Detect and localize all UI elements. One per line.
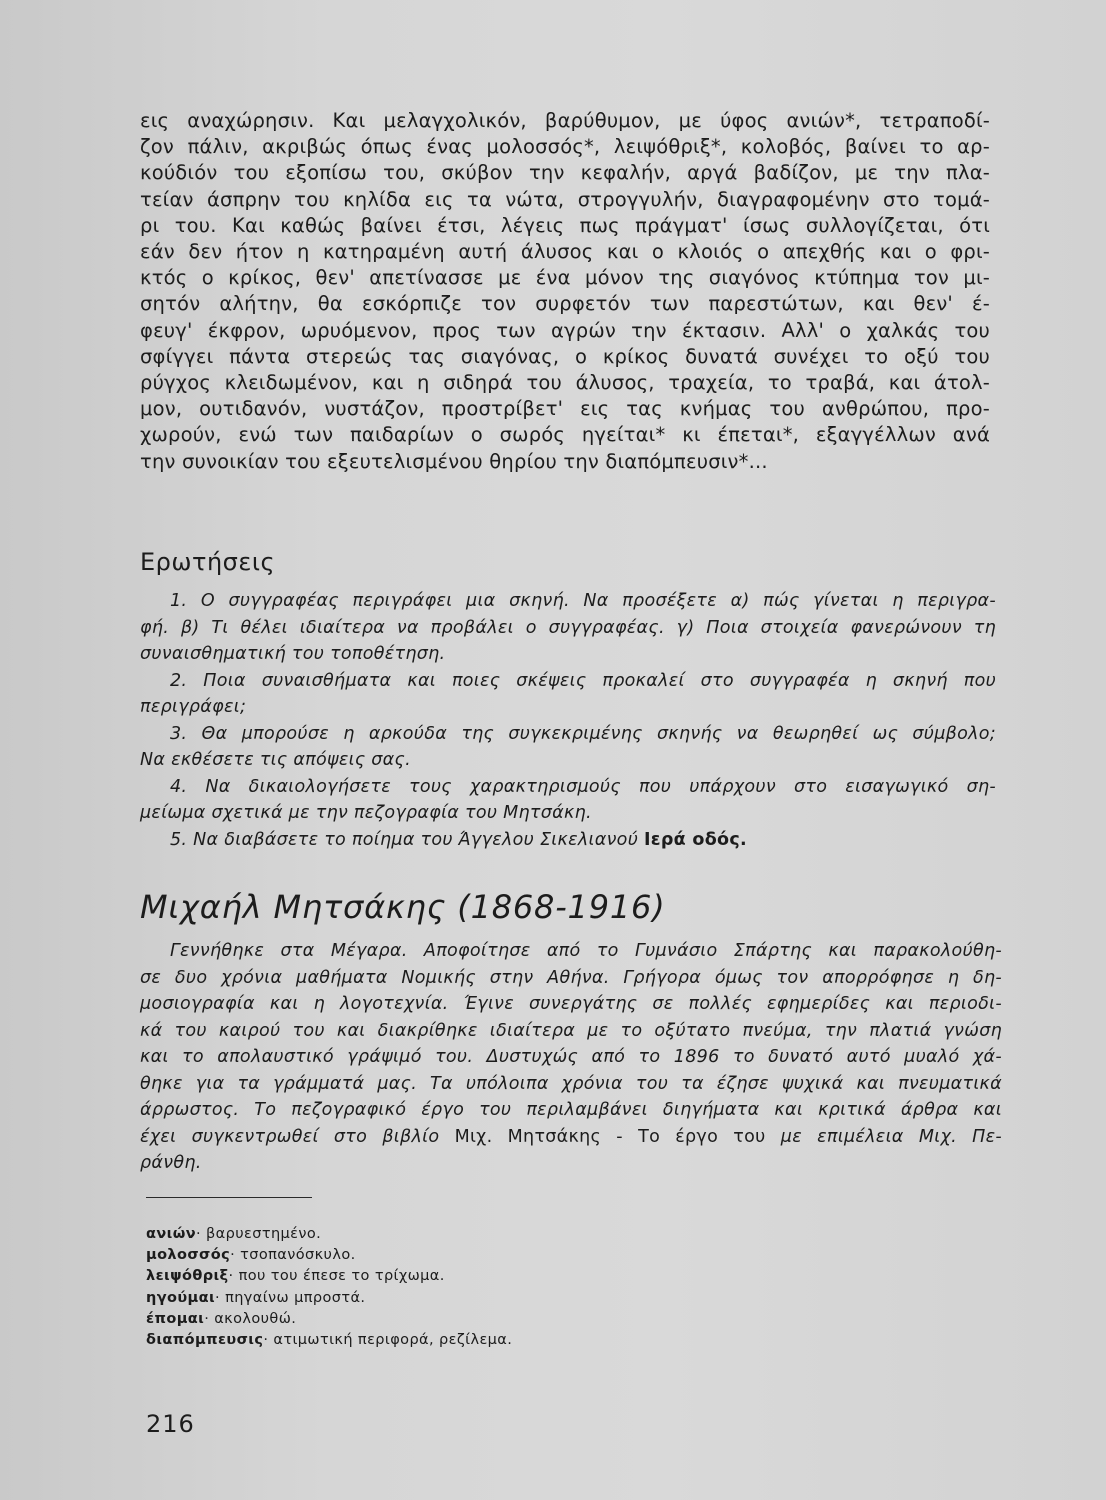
bio-line: κά του καιρού του και διακρίθηκε ιδιαίτερα με το οξύτατο πνεύμα, την πλατιά γνώση — [140, 1020, 1002, 1041]
page-number: 216 — [146, 1410, 195, 1438]
passage-line: σητόν αλήτην, θα εσκόρπιζε τον συρφετόν των παρεστώτων, και θεν' έ- — [140, 292, 990, 316]
bio-line: μοσιογραφία και η λογοτεχνία. Έγινε συνεργάτης σε πολλές εφημερίδες και περιοδι- — [140, 994, 1002, 1014]
glossary-entry: λειψόθριξ· που του έπεσε το τρίχωμα. — [146, 1268, 445, 1285]
question-line: περιγράφει; — [140, 697, 247, 717]
question-line: φή. β) Τι θέλει ιδιαίτερα να προβάλει ο συγγραφέας. γ) Ποια στοιχεία φανερώνουν τη — [140, 617, 996, 638]
passage-line: χωρούν, ενώ των παιδαρίων ο σωρός ηγείται* κι έπεται*, εξαγγέλλων ανά — [140, 423, 990, 447]
glossary-entry: ηγούμαι· πηγαίνω μπροστά. — [146, 1289, 366, 1306]
glossary-term: διαπόμπευσις — [146, 1332, 264, 1349]
bio-line: θηκε για τα γράμματά μας. Τα υπόλοιπα χρόνια του τα έζησε ψυχικά και πνευματικά — [140, 1073, 1002, 1094]
passage-line: ζον πάλιν, ακριβώς όπως ένας μολοσσός*, λειψόθριξ*, κολοβός, βαίνει το αρ- — [140, 135, 990, 159]
bio-line-part: με επιμέλεια Μιχ. Πε- — [765, 1126, 1002, 1147]
passage-line: φευγ' έκφρον, ωρυόμενον, προς των αγρών την έκτασιν. Αλλ' ο χαλκάς του — [140, 318, 990, 342]
question-line: Να εκθέσετε τις απόψεις σας. — [140, 750, 411, 770]
glossary-entry: ανιών· βαρυεστημένο. — [146, 1226, 322, 1242]
bio-line: ράνθη. — [140, 1153, 202, 1173]
glossary — [146, 1224, 512, 1351]
passage-text — [140, 108, 990, 475]
passage-line: μον, ουτιδανόν, νυστάζον, προστρίβετ' εις τας κνήμας του ανθρώπου, προ- — [140, 397, 990, 421]
author-title: Μιχαήλ Μητσάκης (1868-1916) — [140, 888, 666, 926]
bio-line: Γεννήθηκε στα Μέγαρα. Αποφοίτησε από το Γυμνάσιο Σπάρτης και παρακολούθη- — [170, 941, 1002, 961]
glossary-entry: μολοσσός· τσοπανόσκυλο. — [146, 1247, 356, 1264]
passage-line: ρύγχος κλειδωμένον, και η σιδηρά του άλυσος, τραχεία, το τραβά, και άτολ- — [140, 371, 990, 395]
question-line: συναισθηματική του τοποθέτηση. — [140, 644, 446, 664]
glossary-term: έπομαι — [146, 1310, 205, 1327]
passage-line: την συνοικίαν του εξευτελισμένου θηρίου την διαπόμπευσιν*... — [140, 449, 768, 473]
question-line: 2. Ποια συναισθήματα και ποιες σκέψεις προκαλεί στο συγγραφέα η σκηνή που — [170, 670, 996, 691]
glossary-definition: τσοπανόσκυλο. — [240, 1247, 356, 1264]
passage-line: ρι του. Και καθώς βαίνει έτσι, λέγεις πως πράγματ' ίσως συλλογίζεται, ότι — [140, 213, 990, 237]
glossary-entry: έπομαι· ακολουθώ. — [146, 1310, 297, 1327]
glossary-definition: πηγαίνω μπροστά. — [225, 1289, 366, 1306]
bio-line — [140, 1124, 1002, 1151]
glossary-term: ανιών — [146, 1226, 196, 1242]
author-bio — [140, 938, 1002, 1177]
glossary-definition: βαρυεστημένο. — [206, 1226, 322, 1242]
footnote-divider — [146, 1197, 312, 1198]
glossary-term: μολοσσός — [146, 1247, 231, 1264]
questions-list — [140, 588, 996, 853]
passage-line: κτός ο κρίκος, θεν' απετίνασσε με ένα μόνον της σιαγόνος κτύπημα τον μι- — [140, 266, 990, 290]
passage-line: εάν δεν ήτον η κατηραμένη αυτή άλυσος και ο κλοιός ο απεχθής και ο φρι- — [140, 240, 990, 264]
passage-line: τείαν άσπρην του κηλίδα εις τα νώτα, στρογγυλήν, διαγραφομένην στο τομά- — [140, 187, 990, 211]
question-line: 3. Θα μπορούσε η αρκούδα της συγκεκριμένης σκηνής να θεωρηθεί ως σύμβολο; — [170, 723, 996, 744]
bio-line: άρρωστος. Το πεζογραφικό έργο του περιλαμβάνει διηγήματα και κριτικά άρθρα και — [140, 1100, 1002, 1120]
question-line: 1. Ο συγγραφέας περιγράφει μια σκηνή. Να προσέξετε α) πώς γίνεται η περιγρα- — [170, 591, 996, 611]
bio-line-part: έχει συγκεντρωθεί στο βιβλίο — [140, 1126, 455, 1147]
glossary-definition: ακολουθώ. — [214, 1310, 297, 1327]
bio-line: σε δυο χρόνια μαθήματα Νομικής στην Αθήνα. Γρήγορα όμως τον απορρόφησε η δη- — [140, 967, 1002, 988]
question-line: μείωμα σχετικά με την πεζογραφία του Μητσάκη. — [140, 803, 592, 823]
passage-line: εις αναχώρησιν. Και μελαγχολικόν, βαρύθυμον, με ύφος ανιών*, τετραποδί- — [140, 109, 990, 132]
glossary-definition: ατιμωτική περιφορά, ρεζίλεμα. — [273, 1332, 513, 1349]
question-5-text: 5. Να διαβάσετε το ποίημα του Άγγελου Σικελιανού — [170, 829, 644, 850]
glossary-term: ηγούμαι — [146, 1289, 216, 1306]
poem-title: Ιερά οδός. — [643, 829, 747, 850]
book-title: Μιχ. Μητσάκης - Το έργο του — [454, 1126, 766, 1147]
glossary-definition: που του έπεσε το τρίχωμα. — [238, 1268, 445, 1285]
bio-line: και το απολαυστικό γράψιμό του. Δυστυχώς από το 1896 το δυνατό αυτό μυαλό χά- — [140, 1047, 1002, 1067]
questions-heading: Ερωτήσεις — [140, 548, 276, 576]
glossary-entry: διαπόμπευσις· ατιμωτική περιφορά, ρεζίλεμα. — [146, 1332, 513, 1349]
question-line: 4. Να δικαιολογήσετε τους χαρακτηρισμούς που υπάρχουν στο εισαγωγικό ση- — [170, 776, 996, 797]
question-line — [140, 827, 996, 854]
passage-line: κούδιόν του εξοπίσω του, σκύβον την κεφαλήν, αργά βαδίζον, με την πλα- — [140, 161, 990, 185]
passage-line: σφίγγει πάντα στερεώς τας σιαγόνας, ο κρίκος δυνατά συνέχει το οξύ του — [140, 344, 990, 368]
glossary-term: λειψόθριξ — [146, 1268, 229, 1285]
